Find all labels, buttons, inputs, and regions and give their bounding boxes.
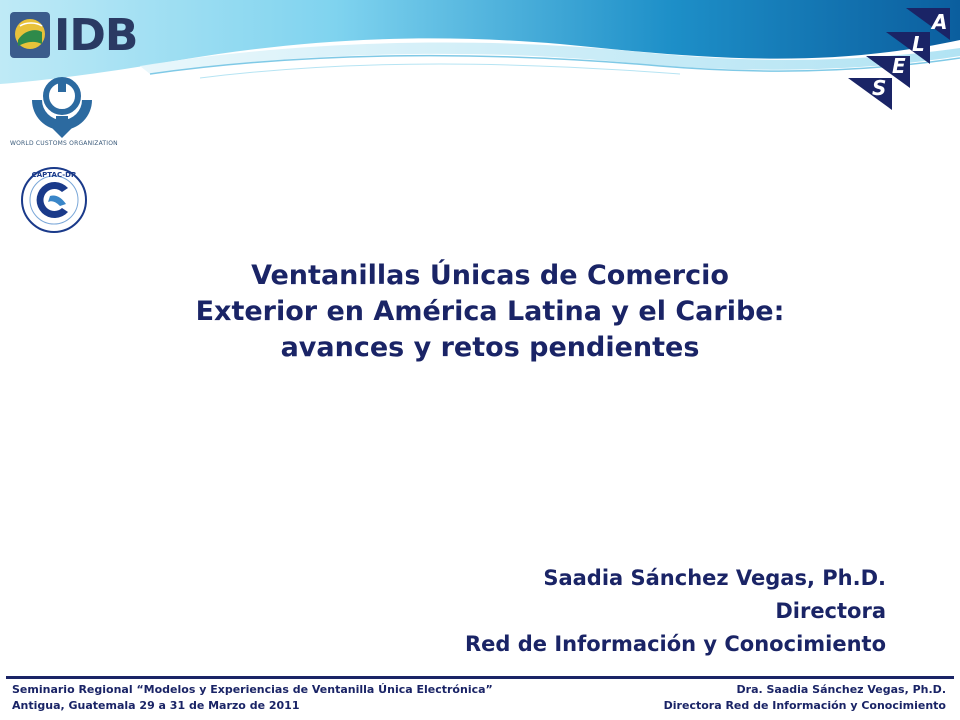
slide-title (120, 258, 860, 366)
presenter-name: Saadia Sánchez Vegas, Ph.D. (543, 566, 886, 590)
captac-logo-text: CAPTAC-DR (31, 171, 77, 179)
footer-speaker: Dra. Saadia Sánchez Vegas, Ph.D. (736, 683, 946, 696)
wco-logo (10, 76, 118, 152)
idb-globe-icon (8, 10, 52, 60)
sela-letter-e: E (892, 54, 906, 78)
presenter-block (286, 562, 886, 661)
footer-speaker-role: Directora Red de Información y Conocimiento (663, 699, 946, 712)
title-line-1: Ventanillas Únicas de Comercio (251, 260, 729, 291)
footer-event: Seminario Regional “Modelos y Experiencias de Ventanilla Única Electrónica” (12, 683, 493, 696)
idb-logo (8, 10, 144, 62)
title-line-2: Exterior en América Latina y el Caribe: (195, 296, 785, 327)
wco-logo-text: WORLD CUSTOMS ORGANIZATION (10, 140, 118, 147)
header-banner (0, 0, 960, 110)
footer-right (664, 682, 946, 714)
sela-logo (846, 6, 956, 114)
title-line-3: avances y retos pendientes (280, 332, 700, 363)
footer-location: Antigua, Guatemala 29 a 31 de Marzo de 2011 (12, 699, 300, 712)
footer-left (12, 682, 493, 714)
presenter-role: Directora (775, 599, 886, 623)
sela-letter-l: L (912, 32, 925, 56)
captac-logo (20, 166, 88, 234)
sela-letter-s: S (872, 76, 887, 100)
wco-emblem-icon (10, 76, 114, 140)
presenter-org: Red de Información y Conocimiento (464, 632, 886, 656)
footer-divider (6, 676, 954, 679)
sela-letter-a: A (932, 10, 948, 34)
idb-logo-text: IDB (54, 10, 138, 61)
